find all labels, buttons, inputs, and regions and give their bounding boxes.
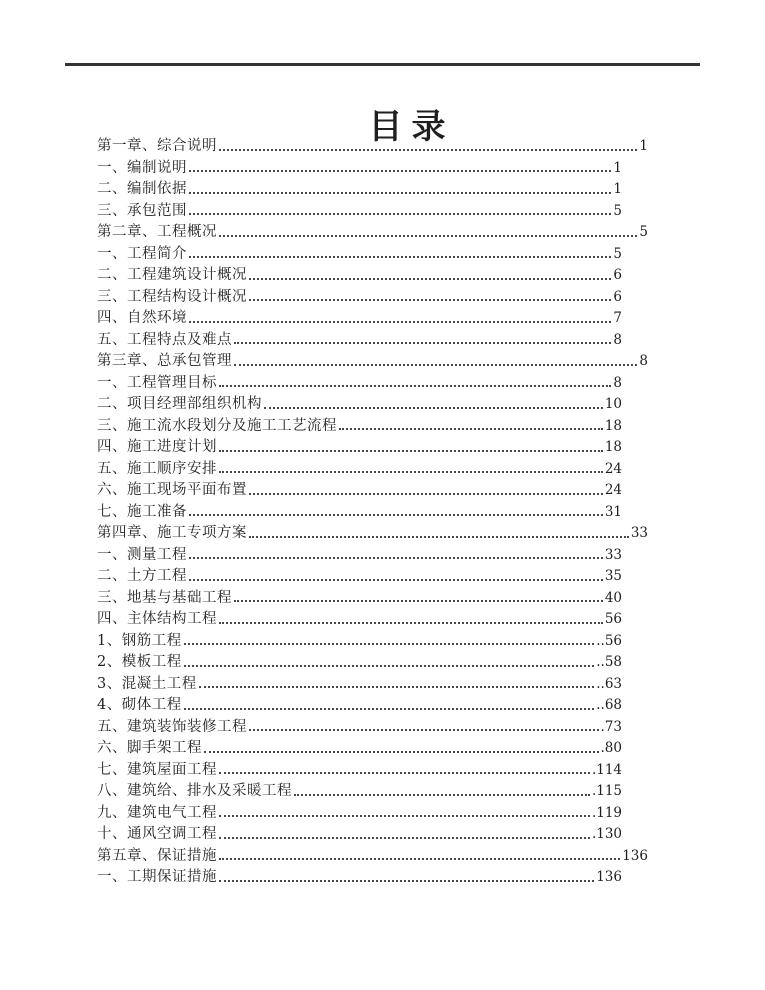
toc-row[interactable]	[97, 674, 648, 696]
toc-row[interactable]	[97, 136, 648, 158]
toc-row[interactable]	[97, 480, 648, 502]
toc-row[interactable]	[97, 265, 648, 287]
toc-entry-label: 第四章、施工专项方案	[97, 525, 247, 541]
dotted-leader	[197, 674, 597, 696]
toc-entry-label: 一、工程管理目标	[97, 374, 217, 391]
toc-entry-label: 八、建筑给、排水及采暖工程	[97, 783, 292, 799]
toc-row[interactable]	[97, 287, 648, 309]
dotted-leader	[182, 652, 597, 674]
toc-row[interactable]	[97, 631, 648, 653]
toc-entry-page: 6	[613, 267, 622, 283]
toc-row[interactable]	[97, 609, 648, 631]
toc-row[interactable]	[97, 545, 648, 567]
toc-entry-page: 1	[639, 138, 648, 154]
toc-entry-page: 56	[604, 611, 622, 627]
toc-entry-page: 136	[622, 847, 648, 864]
toc-entry-page: 18	[604, 417, 622, 434]
toc-entry-label: 三、施工流水段划分及施工工艺流程	[97, 417, 337, 434]
toc-entry-page: .73	[600, 718, 622, 735]
toc-entry-page: ..63	[596, 675, 622, 692]
toc-row[interactable]	[97, 158, 648, 180]
toc-entry-page: 6	[613, 288, 622, 305]
toc-entry-page: 8	[639, 353, 648, 369]
toc-row[interactable]	[97, 695, 648, 717]
toc-entry-label: 2、模板工程	[97, 654, 182, 670]
dotted-leader	[262, 394, 605, 416]
toc-entry-label: 六、施工现场平面布置	[97, 482, 247, 498]
toc-row[interactable]	[97, 179, 648, 201]
dotted-leader	[187, 201, 613, 223]
table-of-contents	[97, 136, 648, 889]
toc-entry-label: 二、编制依据	[97, 181, 187, 197]
toc-entry-label: 七、施工准备	[97, 503, 187, 520]
page-title: 目录	[368, 106, 455, 147]
dotted-leader	[187, 545, 605, 567]
toc-entry-label: 五、建筑装饰装修工程	[97, 718, 247, 735]
toc-row[interactable]	[97, 803, 648, 825]
toc-entry-page: ..68	[596, 697, 622, 713]
dotted-leader	[217, 459, 605, 481]
toc-entry-label: 第二章、工程概况	[97, 224, 217, 240]
toc-row[interactable]	[97, 244, 648, 266]
toc-entry-page: 5	[613, 245, 622, 262]
toc-entry-page: 8	[613, 374, 622, 391]
dotted-leader	[217, 609, 605, 631]
toc-entry-label: 一、工期保证措施	[97, 869, 217, 885]
toc-entry-page: 10	[604, 396, 622, 412]
toc-entry-label: 四、主体结构工程	[97, 611, 217, 627]
dotted-leader	[217, 373, 613, 395]
dotted-leader	[232, 351, 639, 373]
toc-row[interactable]	[97, 566, 648, 588]
toc-entry-label: 三、承包范围	[97, 202, 187, 219]
dotted-leader	[217, 803, 592, 825]
toc-entry-label: 九、建筑电气工程	[97, 804, 217, 821]
toc-entry-page: 1	[613, 159, 622, 176]
toc-row[interactable]	[97, 416, 648, 438]
toc-row[interactable]	[97, 459, 648, 481]
toc-row[interactable]	[97, 781, 648, 803]
toc-row[interactable]	[97, 330, 648, 352]
toc-entry-label: 一、编制说明	[97, 159, 187, 176]
toc-entry-page: .80	[600, 740, 622, 756]
header-rule	[65, 63, 700, 66]
dotted-leader	[292, 781, 592, 803]
toc-row[interactable]	[97, 738, 648, 760]
toc-entry-page: .130	[591, 826, 622, 842]
dotted-leader	[187, 244, 613, 266]
dotted-leader	[247, 717, 601, 739]
toc-entry-page: ..56	[596, 632, 622, 649]
dotted-leader	[217, 222, 639, 244]
dotted-leader	[182, 631, 597, 653]
toc-entry-page: 33	[604, 546, 622, 563]
toc-entry-label: 五、施工顺序安排	[97, 460, 217, 477]
dotted-leader	[247, 480, 605, 502]
toc-entry-page: 7	[613, 310, 622, 326]
toc-entry-label: 第三章、总承包管理	[97, 353, 232, 369]
toc-entry-label: 3、混凝土工程	[97, 675, 197, 692]
dotted-leader	[187, 566, 605, 588]
toc-entry-page: 5	[613, 202, 622, 219]
toc-entry-label: 4、砌体工程	[97, 697, 182, 713]
toc-entry-page: ..58	[596, 654, 622, 670]
toc-entry-page: 40	[604, 589, 622, 606]
dotted-leader	[232, 330, 613, 352]
toc-entry-label: 三、地基与基础工程	[97, 589, 232, 606]
toc-entry-page: .119	[591, 804, 622, 821]
toc-row[interactable]	[97, 308, 648, 330]
dotted-leader	[182, 695, 597, 717]
toc-entry-page: 31	[604, 503, 622, 520]
toc-entry-label: 第五章、保证措施	[97, 847, 217, 864]
toc-row[interactable]	[97, 373, 648, 395]
dotted-leader	[247, 287, 613, 309]
toc-entry-label: 1、钢筋工程	[97, 632, 182, 649]
dotted-leader	[217, 846, 622, 868]
toc-entry-label: 四、施工进度计划	[97, 439, 217, 455]
toc-entry-page: 33	[630, 525, 648, 541]
toc-entry-label: 二、工程建筑设计概况	[97, 267, 247, 283]
toc-entry-label: 六、脚手架工程	[97, 740, 202, 756]
toc-row[interactable]	[97, 222, 648, 244]
dotted-leader	[187, 308, 613, 330]
toc-row[interactable]	[97, 351, 648, 373]
toc-row[interactable]	[97, 502, 648, 524]
toc-entry-label: 三、工程结构设计概况	[97, 288, 247, 305]
toc-entry-label: 五、工程特点及难点	[97, 331, 232, 348]
dotted-leader	[217, 867, 596, 889]
dotted-leader	[337, 416, 605, 438]
toc-entry-page: .114	[591, 761, 622, 778]
dotted-leader	[187, 179, 613, 201]
toc-row[interactable]	[97, 760, 648, 782]
toc-row[interactable]	[97, 394, 648, 416]
dotted-leader	[187, 158, 613, 180]
dotted-leader	[232, 588, 605, 610]
toc-entry-label: 一、工程简介	[97, 245, 187, 262]
toc-entry-page: 35	[604, 568, 622, 584]
toc-entry-label: 二、土方工程	[97, 568, 187, 584]
toc-row[interactable]	[97, 201, 648, 223]
toc-entry-page: 18	[604, 439, 622, 455]
toc-entry-label: 一、测量工程	[97, 546, 187, 563]
toc-entry-label: 十、通风空调工程	[97, 826, 217, 842]
toc-entry-page: 1	[613, 181, 622, 197]
toc-entry-page: .115	[591, 783, 622, 799]
dotted-leader	[217, 760, 592, 782]
toc-row[interactable]	[97, 523, 648, 545]
toc-entry-label: 二、项目经理部组织机构	[97, 396, 262, 412]
dotted-leader	[187, 502, 605, 524]
dotted-leader	[202, 738, 601, 760]
toc-entry-page: 136	[596, 869, 622, 885]
toc-row[interactable]	[97, 867, 648, 889]
toc-row[interactable]	[97, 846, 648, 868]
dotted-leader	[217, 437, 605, 459]
dotted-leader	[217, 824, 592, 846]
toc-entry-label: 四、自然环境	[97, 310, 187, 326]
dotted-leader	[247, 265, 613, 287]
toc-entry-label: 第一章、综合说明	[97, 138, 217, 154]
dotted-leader	[217, 136, 639, 158]
toc-entry-page: 8	[613, 331, 622, 348]
toc-row[interactable]	[97, 652, 648, 674]
toc-entry-page: 24	[604, 460, 622, 477]
toc-row[interactable]	[97, 717, 648, 739]
toc-entry-label: 七、建筑屋面工程	[97, 761, 217, 778]
toc-row[interactable]	[97, 588, 648, 610]
toc-entry-page: 5	[639, 224, 648, 240]
dotted-leader	[247, 523, 631, 545]
toc-row[interactable]	[97, 437, 648, 459]
toc-entry-page: 24	[604, 482, 622, 498]
toc-row[interactable]	[97, 824, 648, 846]
